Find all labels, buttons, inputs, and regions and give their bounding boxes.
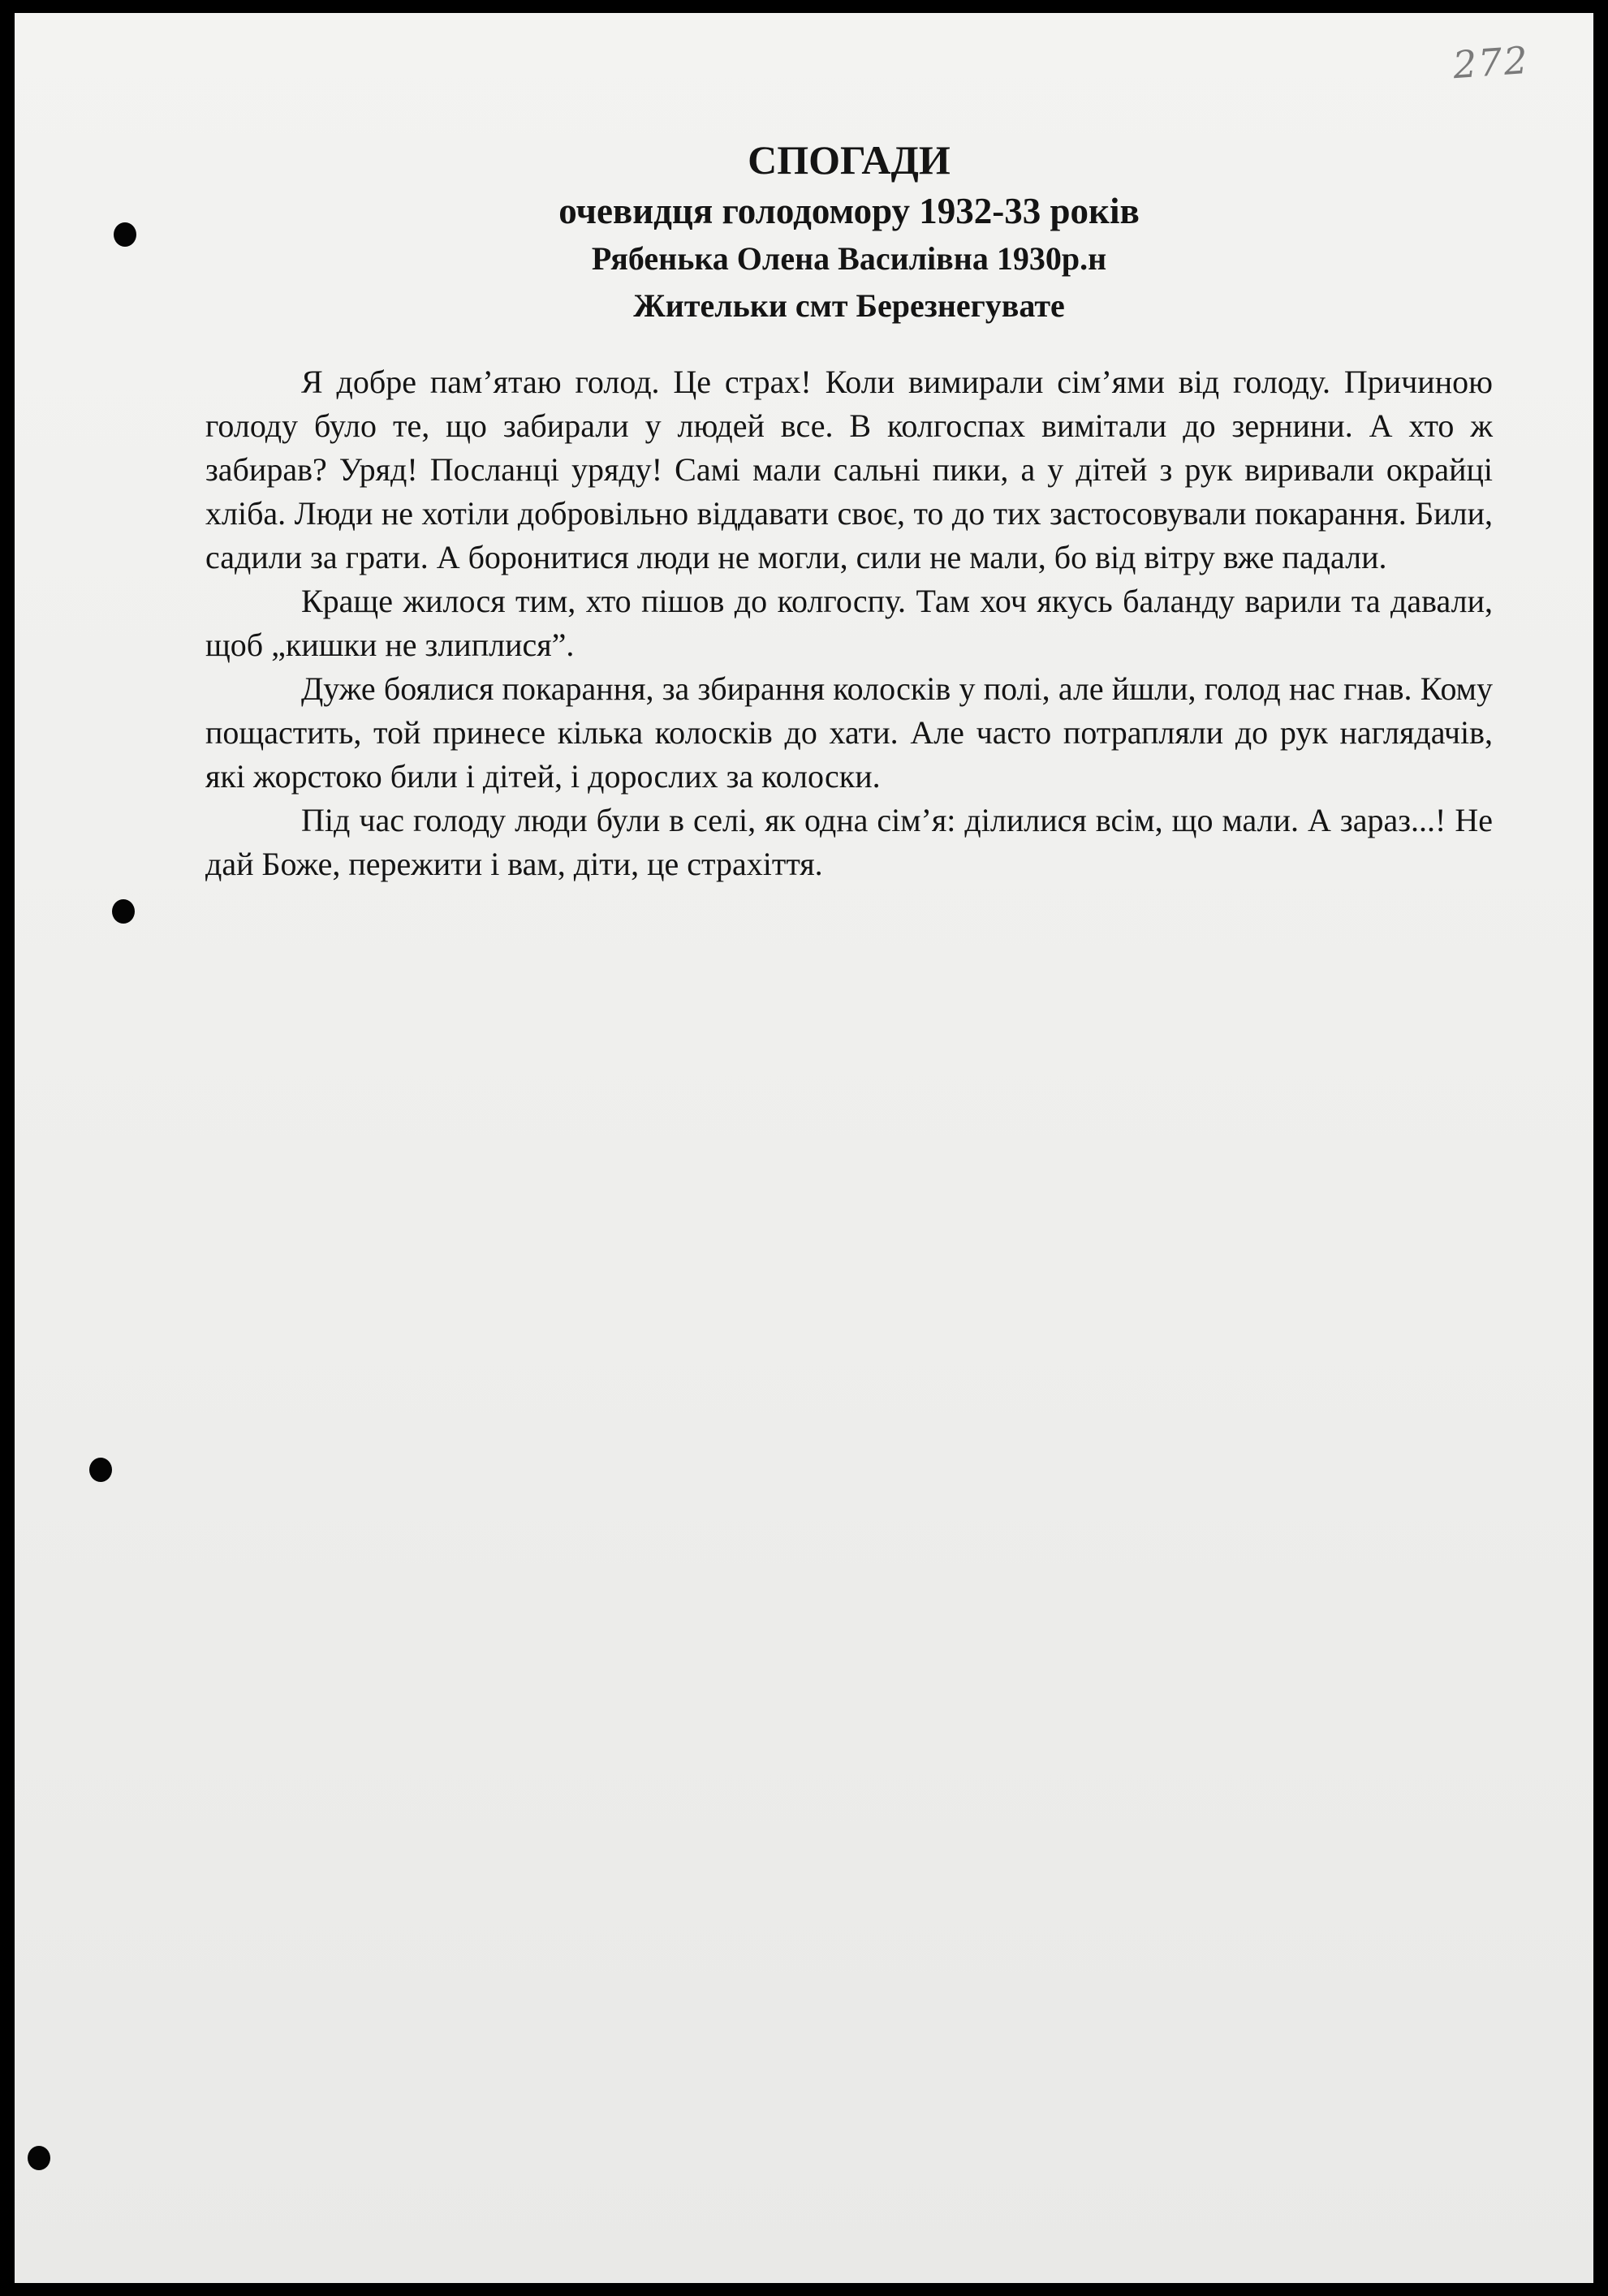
paragraph-3: Дуже боялися покарання, за збирання колосків у полі, але йшли, голод нас гнав. Кому пощастить, той принесе кілька колосків до хати. Але часто потрапляли до рук наглядачів, які жорстоко били і дітей, і дорослих за колоски. xyxy=(205,670,1493,795)
paragraph-4: Під час голоду люди були в селі, як одна сім’я: ділилися всім, що мали. А зараз...! Не дай Боже, пережити і вам, діти, це страхіття. xyxy=(205,802,1493,882)
document-title: СПОГАДИ xyxy=(748,137,951,183)
document-subtitle: очевидця голодомору 1932-33 років xyxy=(558,191,1140,231)
witness-residence: Жительки смт Березнегувате xyxy=(633,287,1065,324)
punch-hole-1 xyxy=(114,222,136,247)
paragraph-1: Я добре пам’ятаю голод. Це страх! Коли вимирали сім’ями від голоду. Причиною голоду було те, що забирали у людей все. В колгоспах вимітали до зернини. А хто ж забирав? Уряд! Посланці уряду! Самі мали сальні пики, а у дітей з рук виривали окрайці хліба. Люди не хотіли добровільно віддавати своє, то до тих застосовували покарання. Били, садили за грати. А боронитися люди не могли, сили не мали, бо від вітру вже падали. xyxy=(205,364,1493,575)
document-header xyxy=(200,133,1498,330)
handwritten-page-number: 272 xyxy=(1451,37,1531,88)
punch-hole-4 xyxy=(28,2146,50,2170)
punch-hole-2 xyxy=(112,899,135,924)
witness-name: Рябенька Олена Василівна 1930р.н xyxy=(591,240,1107,277)
punch-hole-3 xyxy=(89,1458,112,1482)
testimony-text xyxy=(205,360,1493,886)
paragraph-2: Краще жилося тим, хто пішов до колгоспу. Там хоч якусь баланду варили та давали, щоб „кишки не злиплися”. xyxy=(205,583,1493,663)
paper-sheet xyxy=(15,13,1593,2283)
